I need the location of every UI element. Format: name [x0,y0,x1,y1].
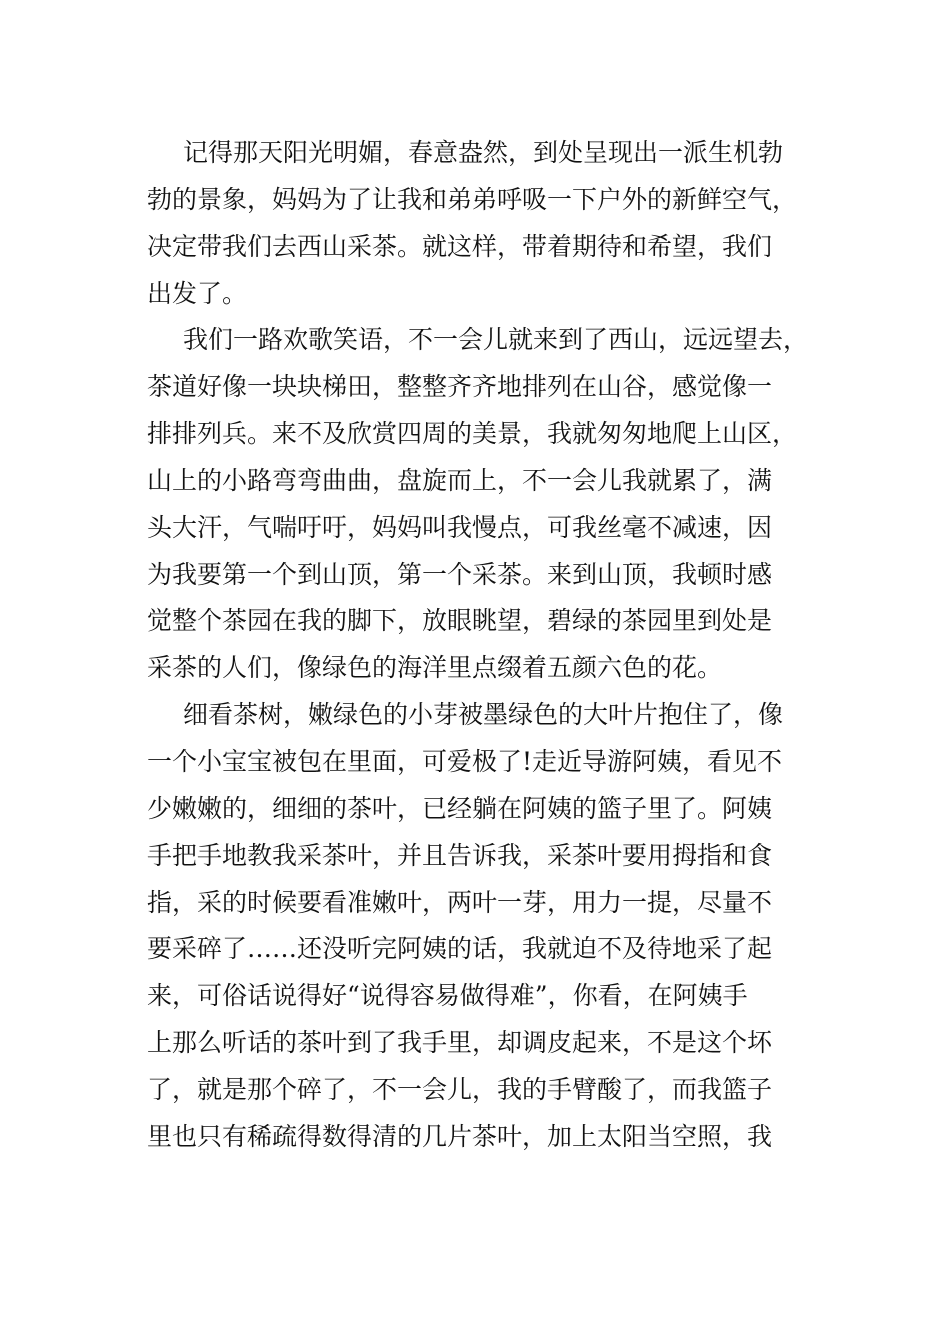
text-line: 里也只有稀疏得数得清的几片茶叶，加上太阳当空照，我 [147,1121,773,1151]
text-line: 指，采的时候要看准嫩叶，两叶一芽，用力一提，尽量不 [147,887,773,917]
text-line: 上那么听话的茶叶到了我手里，却调皮起来，不是这个坏 [147,1028,773,1058]
text-line: 来，可俗话说得好“说得容易做得难”，你看，在阿姨手 [147,981,748,1011]
text-line: 排排列兵。来不及欣赏四周的美景，我就匆匆地爬上山区， [147,419,798,449]
text-line: 一个小宝宝被包在里面，可爱极了!走近导游阿姨，看见不 [147,746,783,776]
essay-body [147,130,817,1161]
text-line: 头大汗，气喘吁吁，妈妈叫我慢点，可我丝毫不减速，因 [147,512,773,542]
text-line: 细看茶树，嫩绿色的小芽被墨绿色的大叶片抱住了，像 [183,700,784,730]
text-line: 记得那天阳光明媚，春意盎然，到处呈现出一派生机勃 [183,138,784,167]
text-line: 觉整个茶园在我的脚下，放眼眺望，碧绿的茶园里到处是 [147,606,773,636]
text-line: 了，就是那个碎了，不一会儿，我的手臂酸了，而我篮子 [147,1074,773,1104]
text-line: 采茶的人们，像绿色的海洋里点缀着五颜六色的花。 [147,653,723,683]
text-line: 手把手地教我采茶叶，并且告诉我，采茶叶要用拇指和食 [147,840,773,870]
text-line: 茶道好像一块块梯田，整整齐齐地排列在山谷，感觉像一 [147,372,773,402]
text-line: 山上的小路弯弯曲曲，盘旋而上，不一会儿我就累了，满 [147,465,773,495]
text-line: 少嫩嫩的，细细的茶叶，已经躺在阿姨的篮子里了。阿姨 [147,793,773,823]
text-line: 要采碎了……还没听完阿姨的话，我就迫不及待地采了起 [147,934,773,964]
text-line: 我们一路欢歌笑语，不一会儿就来到了西山，远远望去， [183,325,809,355]
text-line: 决定带我们去西山采茶。就这样，带着期待和希望，我们 [147,231,773,261]
paragraph-2 [147,317,817,692]
paragraph-3 [147,692,817,1160]
text-line: 出发了。 [147,278,248,308]
text-line: 为我要第一个到山顶，第一个采茶。来到山顶，我顿时感 [147,559,773,589]
paragraph-1 [147,130,817,317]
text-line: 勃的景象，妈妈为了让我和弟弟呼吸一下户外的新鲜空气， [147,184,798,214]
